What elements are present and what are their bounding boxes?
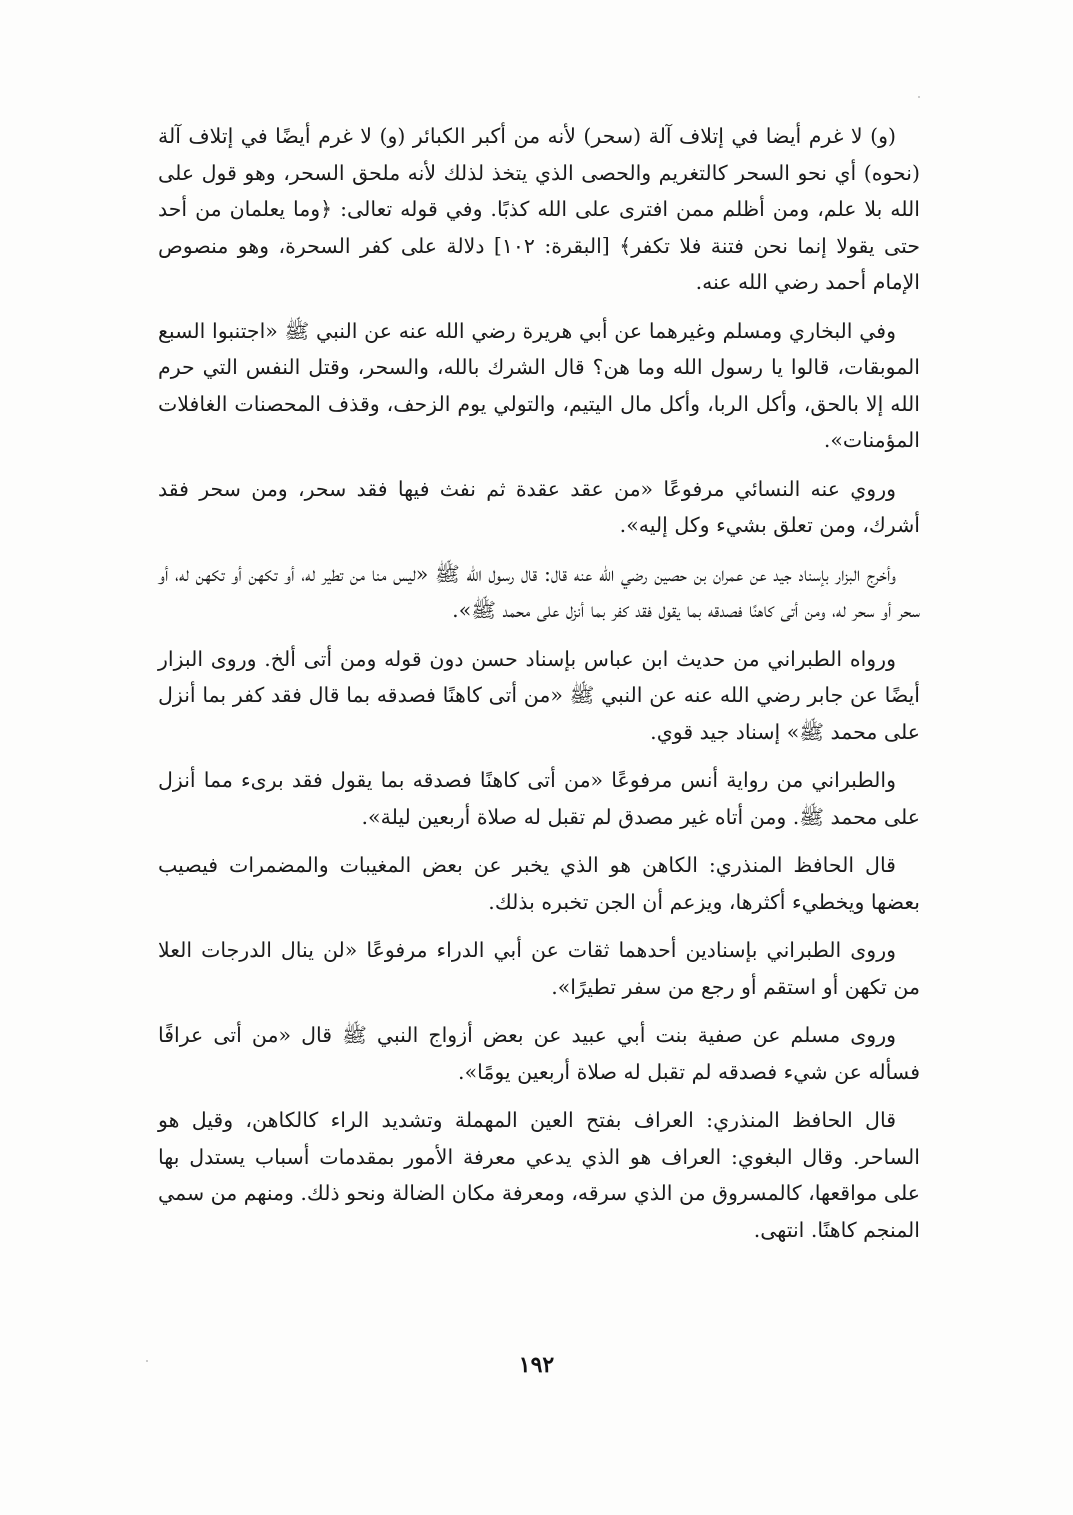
paragraph-3: وروي عنه النسائي مرفوعًا «من عقد عقدة ثم نفث فيها فقد سحر، ومن سحر فقد أشرك، ومن تعلق بشيء وكل إليه». (158, 476, 920, 537)
page-number: ١٩٢ (518, 1352, 555, 1378)
paragraph-5: ورواه الطبراني من حديث ابن عباس بإسناد حسن دون قوله ومن أتى ألخ. وروى البزار أيضًا عن جابر رضي الله عنه عن النبي ﷺ «من أتى كاهنًا فصدقه بما قال فقد كفر بما أنزل على محمد ﷺ» إسناد جيد قوي. (158, 646, 920, 744)
scan-speck (918, 96, 920, 98)
paragraph-2: وفي البخاري ومسلم وغيرهما عن أبي هريرة رضي الله عنه عن النبي ﷺ «اجتنبوا السبع الموبقات، قالوا يا رسول الله وما هن؟ قال الشرك بالله، والسحر، وقتل النفس التي حرم الله إلا بالحق، وأكل الربا، وأكل مال اليتيم، والتولي يوم الزحف، وقذف المحصنات الغافلات المؤمنات». (158, 318, 920, 452)
paragraph-1: (و) لا غرم أيضا في إتلاف آلة (سحر) لأنه من أكبر الكبائر (و) لا غرم أيضًا في إتلاف آلة (نحوه) أي نحو السحر كالتغريم والحصى الذي يتخذ لذلك لأنه ملحق السحر، وهو قول على الله بلا علم، ومن أظلم ممن افترى على الله كذبًا. وفي قوله تعالى: ﴿وما يعلمان من أحد حتى يقولا إنما نحن فتنة فلا تكفر﴾ [البقرة: ١٠٢] دلالة على كفر السحرة، وهو منصوص الإمام أحمد رضي الله عنه. (158, 124, 920, 294)
body-text (158, 118, 920, 1260)
paragraph-7: قال الحافظ المنذري: الكاهن هو الذي يخبر عن بعض المغيبات والمضمرات فيصيب بعضها ويخطيء أكثرها، ويزعم أن الجن تخبره بذلك. (158, 853, 920, 914)
paragraph-4: وأخرج البزار بإسناد جيد عن عمران بن حصين رضي الله عنه قال: قال رسول الله ﷺ «ليس منا من تطير له، أو تكهن أو تكهن له، أو سحر أو سحر له، ومن أتى كاهنًا فصدقه بما يقول فقد كفر بما أنزل على محمد ﷺ». (158, 561, 920, 622)
paragraph-9: وروى مسلم عن صفية بنت أبي عبيد عن بعض أزواج النبي ﷺ قال «من أتى عرافًا فسأله عن شيء فصدقه لم تقبل له صلاة أربعين يومًا». (158, 1023, 920, 1084)
paragraph-10: قال الحافظ المنذري: العراف بفتح العين المهملة وتشديد الراء كالكاهن، وقيل هو الساحر. وقال البغوي: العراف هو الذي يدعي معرفة الأمور بمقدمات أسباب يستدل بها على مواقعها، كالمسروق من الذي سرقه، ومعرفة مكان الضالة ونحو ذلك. ومنهم من سمي المنجم كاهنًا. انتهى. (158, 1108, 920, 1242)
paragraph-8: وروى الطبراني بإسنادين أحدهما ثقات عن أبي الدراء مرفوعًا «لن ينال الدرجات العلا من تكهن أو استقم أو رجع من سفر تطيرًا». (158, 938, 920, 999)
paragraph-6: والطبراني من رواية أنس مرفوعًا «من أتى كاهنًا فصدقه بما يقول فقد برىء مما أنزل على محمد ﷺ. ومن أتاه غير مصدق لم تقبل له صلاة أربعين ليلة». (158, 768, 920, 829)
